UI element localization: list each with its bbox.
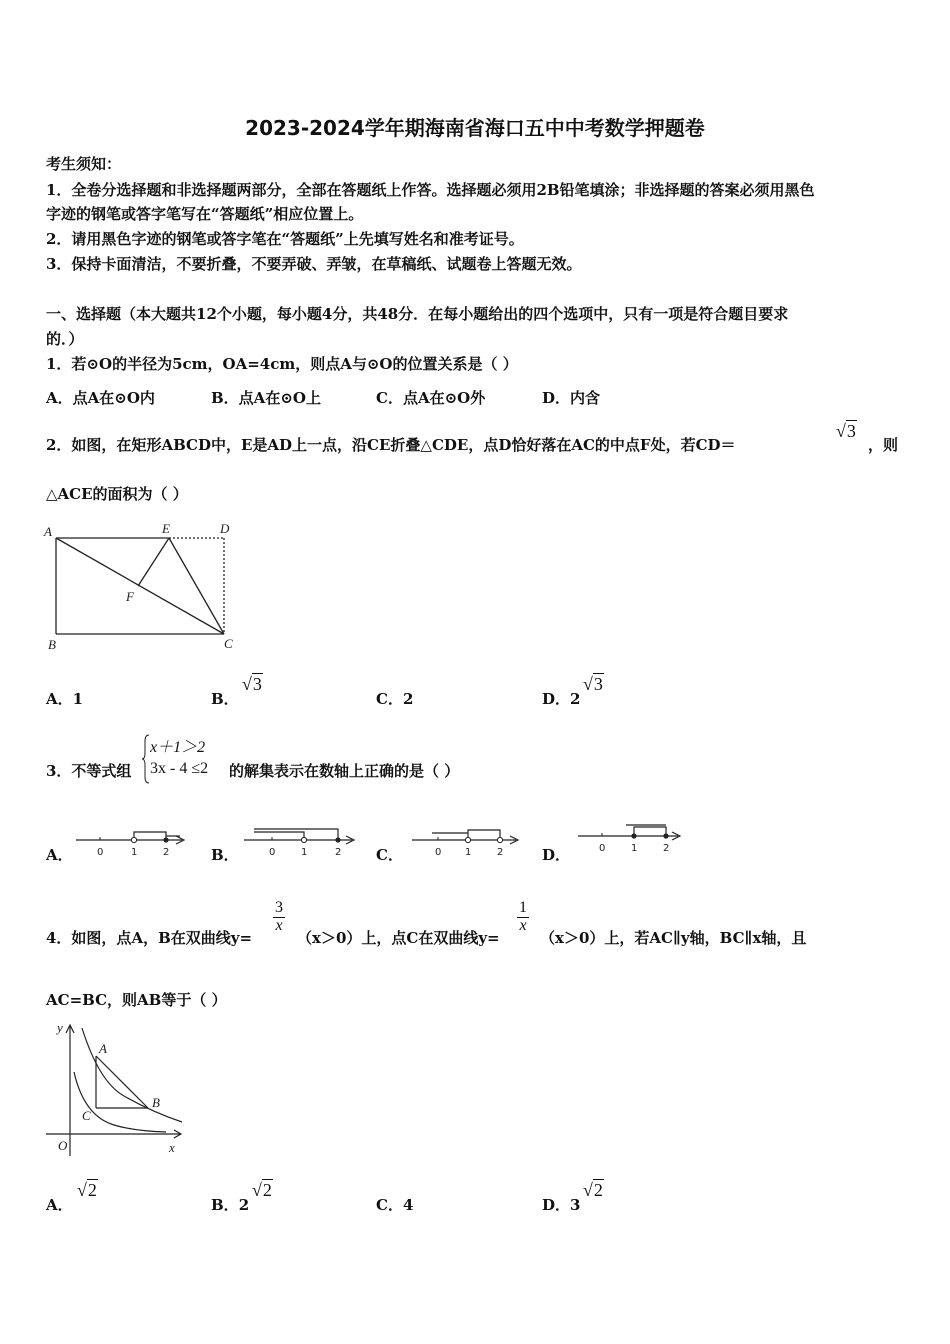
q3-option-c[interactable]: C． [376, 846, 403, 864]
q2-label-e: E [162, 521, 170, 536]
q3-b-tick-0: 0 [269, 847, 276, 858]
q3-numberline-b [244, 826, 359, 860]
q2-label-a: A [44, 524, 52, 539]
q4-option-a-sqrt: √2 [77, 1180, 97, 1200]
notice-item-1-line-2: 字迹的钢笔或答字笔写在“答题纸”相应位置上。 [46, 205, 364, 223]
q3-a-tick-0: 0 [97, 847, 104, 858]
q4-option-d[interactable] [542, 1194, 580, 1215]
q4-label-a: A [99, 1041, 107, 1056]
q3-numberline-d [578, 822, 686, 856]
q4-option-a-label: A． [46, 1196, 73, 1214]
q2-label-c: C [224, 636, 233, 651]
q1-option-b[interactable]: B．点A在⊙O上 [211, 389, 321, 407]
q3-option-b[interactable]: B． [211, 846, 239, 864]
q4-option-c[interactable] [376, 1194, 413, 1215]
q2-option-c[interactable] [376, 688, 413, 709]
q2-option-d-label: D． [542, 690, 571, 708]
q4-fraction-1-over-x [517, 900, 529, 935]
section-heading-line-2: 的．） [46, 330, 84, 348]
q3-a-tick-1: 1 [131, 847, 138, 858]
q1-stem: 1．若⊙O的半径为5cm，OA=4cm，则点A与⊙O的位置关系是（ ） [46, 355, 518, 373]
q4-hyperbola-figure [44, 1020, 189, 1158]
q2-stem-line-2: △ACE的面积为（ ） [46, 485, 188, 503]
q3-c-tick-2: 2 [497, 847, 504, 858]
q2-label-f: F [126, 589, 134, 604]
q3-numberline-c [412, 826, 524, 860]
q3-c-tick-0: 0 [435, 847, 442, 858]
notice-item-3: 3．保持卡面清洁，不要折叠，不要弄破、弄皱，在草稿纸、试题卷上答题无效。 [46, 255, 582, 273]
q4-option-d-label: D． [542, 1196, 571, 1214]
q4-option-d-coef: 3 [570, 1196, 581, 1214]
q4-frac2-num: 1 [519, 899, 527, 916]
q2-label-d: D [220, 521, 230, 536]
q3-d-tick-2: 2 [663, 843, 670, 854]
q3-b-tick-1: 1 [301, 847, 308, 858]
q3-numberline-a [76, 826, 188, 860]
q1-option-c[interactable]: C．点A在⊙O外 [376, 389, 486, 407]
q3-option-a[interactable]: A． [46, 846, 73, 864]
q4-label-c: C [82, 1108, 91, 1123]
q4-option-b[interactable] [211, 1194, 249, 1215]
q2-option-c-value: 2 [402, 690, 414, 708]
q3-prefix: 3．不等式组 [46, 762, 132, 780]
q4-frac1-den: x [275, 916, 283, 934]
q2-option-b-label: B． [211, 690, 239, 708]
q1-option-d[interactable]: D．内含 [542, 389, 601, 407]
q4-frac1-num: 3 [275, 899, 283, 916]
q4-segment-ab [96, 1056, 148, 1108]
q4-stem-line-2: AC=BC，则AB等于（ ） [46, 991, 227, 1009]
q2-label-b: B [48, 637, 56, 652]
q4-label-o: O [58, 1138, 68, 1153]
q3-inequality-2: 3x - 4 ≤2 [150, 760, 209, 777]
q4-label-x: x [169, 1140, 175, 1155]
section-heading-line-1: 一、选择题（本大题共12个小题，每小题4分，共48分．在每小题给出的四个选项中，只有一项是符合题目要求 [46, 305, 789, 323]
q2-option-c-label: C． [376, 690, 403, 708]
q4-frac2-den: x [519, 916, 527, 934]
q2-option-b-sqrt: √3 [242, 674, 262, 694]
q4-option-b-label: B． [211, 1196, 239, 1214]
q1-option-a[interactable]: A．点A在⊙O内 [46, 389, 155, 407]
q4-label-b: B [152, 1095, 160, 1110]
q4-option-c-value: 4 [402, 1196, 414, 1214]
q2-option-a-label: A． [46, 690, 73, 708]
notice-heading: 考生须知： [46, 155, 122, 173]
q2-option-d-sqrt: √3 [583, 674, 603, 694]
q2-rectangle-figure [44, 518, 244, 653]
page-title: 2023-2024学年期海南省海口五中中考数学押题卷 [245, 116, 705, 140]
q4-stem-part-c: （x＞0）上，若AC∥y轴，BC∥x轴，且 [540, 929, 807, 947]
q2-stem-part-a: 2．如图，在矩形ABCD中，E是AD上一点，沿CE折叠△CDE，点D恰好落在AC的中点F处，若CD＝ [46, 436, 736, 454]
q2-stem-part-b: ，则 [868, 436, 899, 454]
q3-c-tick-1: 1 [465, 847, 472, 858]
q2-diagonal-ac [56, 538, 224, 634]
notice-item-1-line-1: 1．全卷分选择题和非选择题两部分，全部在答题纸上作答。选择题必须用2B铅笔填涂；非选择题的答案必须用黑色 [46, 181, 815, 199]
q2-segment-ef [138, 538, 169, 586]
q4-stem-part-b: （x＞0）上，点C在双曲线y= [297, 929, 500, 947]
notice-item-2: 2．请用黑色字迹的钢笔或答字笔在“答题纸”上先填写姓名和准考证号。 [46, 230, 524, 248]
q2-segment-ec [169, 538, 224, 634]
q3-a-tick-2: 2 [163, 847, 170, 858]
q3-d-tick-0: 0 [599, 843, 606, 854]
q2-option-a-value: 1 [72, 690, 84, 708]
q4-option-a[interactable] [46, 1194, 73, 1215]
q3-option-d[interactable]: D． [542, 846, 571, 864]
q3-b-tick-2: 2 [335, 847, 342, 858]
q2-option-d-coef: 2 [570, 690, 581, 708]
q4-option-c-label: C． [376, 1196, 403, 1214]
q2-option-a[interactable] [46, 688, 83, 709]
q3-suffix: 的解集表示在数轴上正确的是（ ） [229, 762, 460, 780]
q4-option-d-sqrt: √2 [583, 1180, 603, 1200]
q4-option-b-sqrt: √2 [252, 1180, 272, 1200]
q2-option-b[interactable] [211, 688, 239, 709]
q2-option-d[interactable] [542, 688, 580, 709]
q2-sqrt3: √3 [836, 421, 856, 441]
q3-inequality-1: x＋1＞2 [150, 739, 206, 756]
q4-option-b-coef: 2 [238, 1196, 250, 1214]
q4-fraction-3-over-x [273, 900, 285, 935]
q4-label-y: y [57, 1020, 63, 1035]
q4-stem-part-a: 4．如图，点A，B在双曲线y= [46, 929, 253, 947]
q3-d-tick-1: 1 [631, 843, 638, 854]
